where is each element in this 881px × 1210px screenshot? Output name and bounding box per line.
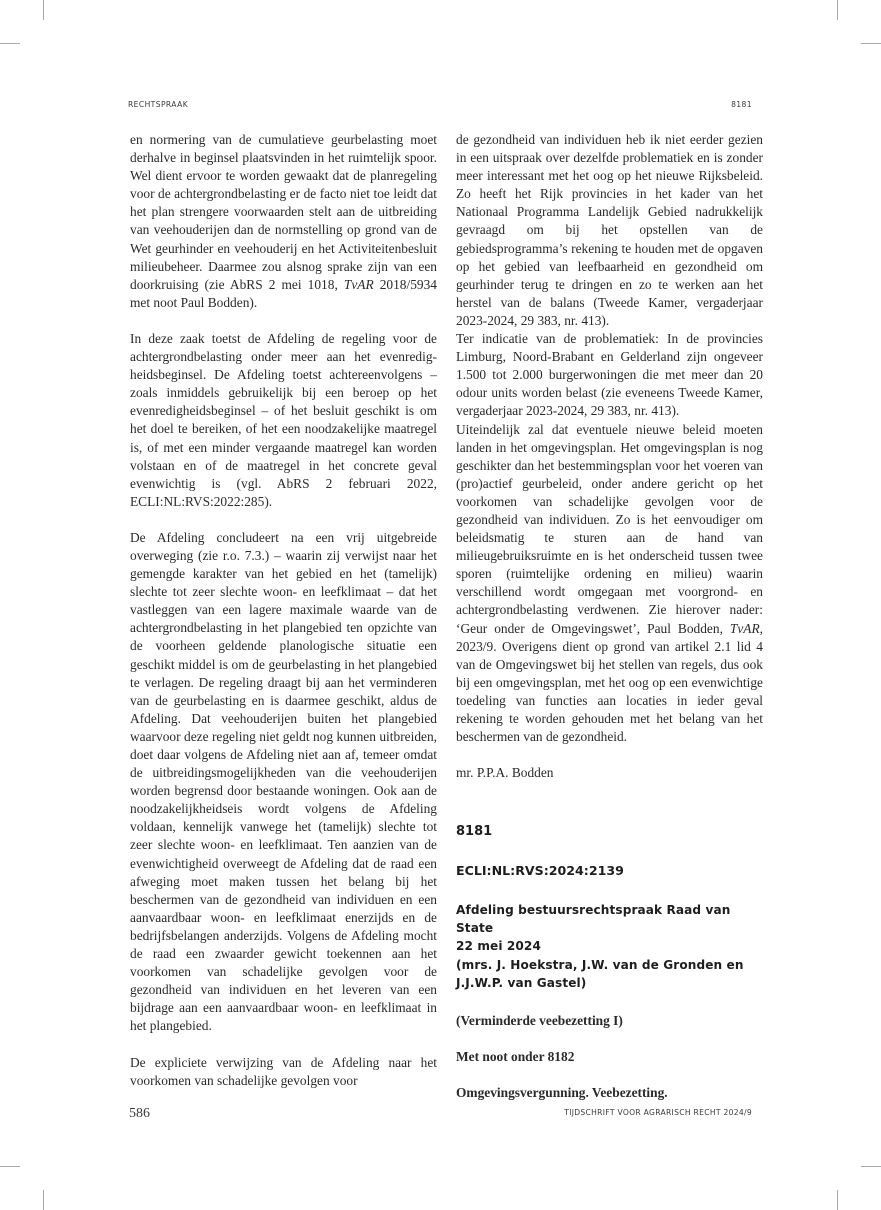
left-column xyxy=(130,131,437,1090)
paragraph: De Afdeling concludeert na een vrij uitgebreide overweging (zie r.o. 7.3.) – waarin zij verwijst naar het gemengde karakter van het gebied en het (tamelijk) slechte tot zeer slechte woon- en leefklimaat – dat het vastleggen van een lagere maximale waarde van de achtergrondbelasting in het plangebied ten opzichte van de voorheen geldende planologische situatie een geschikt middel is om de geurbelasting in het plangebied te verlagen. De regeling draagt bij aan het verminderen van de geurbelasting en is daarmee geschikt, aldus de Afdeling. Dat veehouderijen buiten het plangebied waarvoor deze regeling niet geldt nog kunnen uitbreiden, doet daar volgens de Afdeling niet aan af, temeer omdat de uitbreidingsmogelijkheden van die veehouderijen worden begrensd door bestaande woningen. Ook aan de noodzakelijkheidseis wordt volgens de Afdeling voldaan, kennelijk vanwege het (tamelijk) slechte tot zeer slechte woon- en leefklimaat. Ten aanzien van de evenwichtigheid overweegt de Afdeling dat de raad een afweging moet maken tussen het belang bij het beschermen van de gezondheid van individuen en een aanvaardbaar woon- en leefklimaat enerzijds en de bedrijfsbelangen anderzijds. Volgens de Afdeling mocht de raad een zwaarder gewicht toekennen aan het voorkomen van schadelijke gevolgen voor de gezondheid van individuen en het leveren van een bijdrage aan een aanvaardbaar woon- en leefklimaat in het plangebied. xyxy=(130,529,437,1034)
court-name: Afdeling bestuursrechtspraak Raad van State xyxy=(456,903,731,936)
running-head-case-number: 8181 xyxy=(731,100,752,109)
journal-name: TIJDSCHRIFT VOOR AGRARISCH RECHT 2024/9 xyxy=(564,1108,752,1117)
case-number-heading: 8181 xyxy=(456,824,493,840)
crop-mark xyxy=(837,1190,838,1210)
journal-abbrev: TvAR xyxy=(343,276,374,292)
decision-date: 22 mei 2024 xyxy=(456,939,541,954)
crop-mark xyxy=(0,1166,20,1167)
signature: mr. P.P.A. Bodden xyxy=(456,765,554,781)
paragraph: en normering van de cumulatieve geurbelasting moet derhalve in beginsel plaatsvinden in het ruimtelijk spoor. Wel dient ervoor te worden gewaakt dat de planregeling voor de achtergrondbelasting er de facto niet toe leidt dat het plan strengere voorwaarden stelt aan de uitbreiding van veehouderijen dan de normstelling op grond van de Wet geurhinder en veehouderij en het Activiteitenbesluit milieubeheer. Daarmee zou alsnog sprake zijn van een doorkruising (zie AbRS 2 mei 1018, TvAR 2018/5934 met noot Paul Bodden). xyxy=(130,132,438,310)
crop-mark xyxy=(861,43,881,44)
crop-mark xyxy=(861,1166,881,1167)
journal-abbrev: TvAR xyxy=(729,620,760,636)
crop-mark xyxy=(43,1190,44,1210)
judges: (mrs. J. Hoekstra, J.W. van de Gronden en J.J.W.P. van Gastel) xyxy=(456,957,744,990)
paragraph: In deze zaak toetst de Afdeling de regeling voor de achtergrondbelasting onder meer aan het evenredigheidsbeginsel. De Afdeling toetst achtereenvolgens – zoals inmiddels gebruikelijk bij een beroep op het evenredigheidsbeginsel – of het besluit geschikt is om het doel te bereiken, of het een noodzakelijke maatregel is, of met een minder vergaande maatregel kan worden volstaan en of de maatregel in het concrete geval evenwichtig is (vgl. AbRS 2 februari 2022, ECLI:NL:RVS:2022:285). xyxy=(130,330,437,509)
case-name: (Verminderde veebezetting I) xyxy=(456,1012,623,1028)
paragraph: Uiteindelijk zal dat eventuele nieuwe beleid moeten landen in het omgevingsplan. Het omgevingsplan is nog geschikter dan het bestemmingsplan voor het voeren van (pro)actief geurbeleid, onder andere gericht op het voorkomen van schadelijke gevolgen voor de gezondheid van individuen. Zo is het eenvoudiger om beleidsmatig te sturen aan de hand van milieugebruiksruimte en is het onderscheid tussen twee sporen (ruimtelijke ordening en milieu) waarin verschillend wordt omgegaan met voorgrond- en achtergrondbelasting verdwenen. Zie hierover nader: ‘Geur onder de Omgevingswet’, Paul Bodden, TvAR, 2023/9. Overigens dient op grond van artikel 2.1 lid 4 van de Omgevingswet bij het stellen van regels, dus ook bij een omgevingsplan, met het oog op een evenwichtige toedeling van functies aan locaties in ieder geval rekening te worden gehouden met het belang van het beschermen van de gezondheid. xyxy=(456,421,763,745)
paragraph: de gezondheid van individuen heb ik niet eerder gezien in een uitspraak over dezelfde problematiek en is zonder meer interessant met het oog op het nieuwe Rijksbeleid. Zo heeft het Rijk provincies in het kader van het Nationaal Programma Landelijk Gebied nadrukkelijk gevraagd om bij het opstellen van de gebiedsprogramma’s rekening te houden met de opgaven op het gebied van leefbaarheid en gezondheid om geurhinder terug te dringen en zo te werken aan het herstel van de balans (Tweede Kamer, vergaderjaar 2023-2024, 29 383, nr. 413). xyxy=(456,132,763,328)
running-head-section: RECHTSPRAAK xyxy=(128,100,189,109)
paragraph: De expliciete verwijzing van de Afdeling naar het voorkomen van schadelijke gevolgen voor xyxy=(130,1054,437,1088)
paragraph: Ter indicatie van de problematiek: In de provincies Limburg, Noord-Brabant en Gelderland zijn ongeveer 1.500 tot 2.000 burgerwoningen die met meer dan 20 odour units worden belast (zie eveneens Tweede Kamer, vergaderjaar 2023-2024, 29 383, nr. 413). xyxy=(456,331,763,419)
right-column xyxy=(456,131,763,1120)
crop-mark xyxy=(0,43,20,44)
annotation-reference: Met noot onder 8182 xyxy=(456,1048,575,1064)
keywords: Omgevingsvergunning. Veebezetting. xyxy=(456,1084,668,1100)
page-number: 586 xyxy=(129,1106,150,1121)
crop-mark xyxy=(837,0,838,20)
ecli-heading: ECLI:NL:RVS:2024:2139 xyxy=(456,863,624,879)
court-heading xyxy=(456,901,763,991)
crop-mark xyxy=(43,0,44,20)
